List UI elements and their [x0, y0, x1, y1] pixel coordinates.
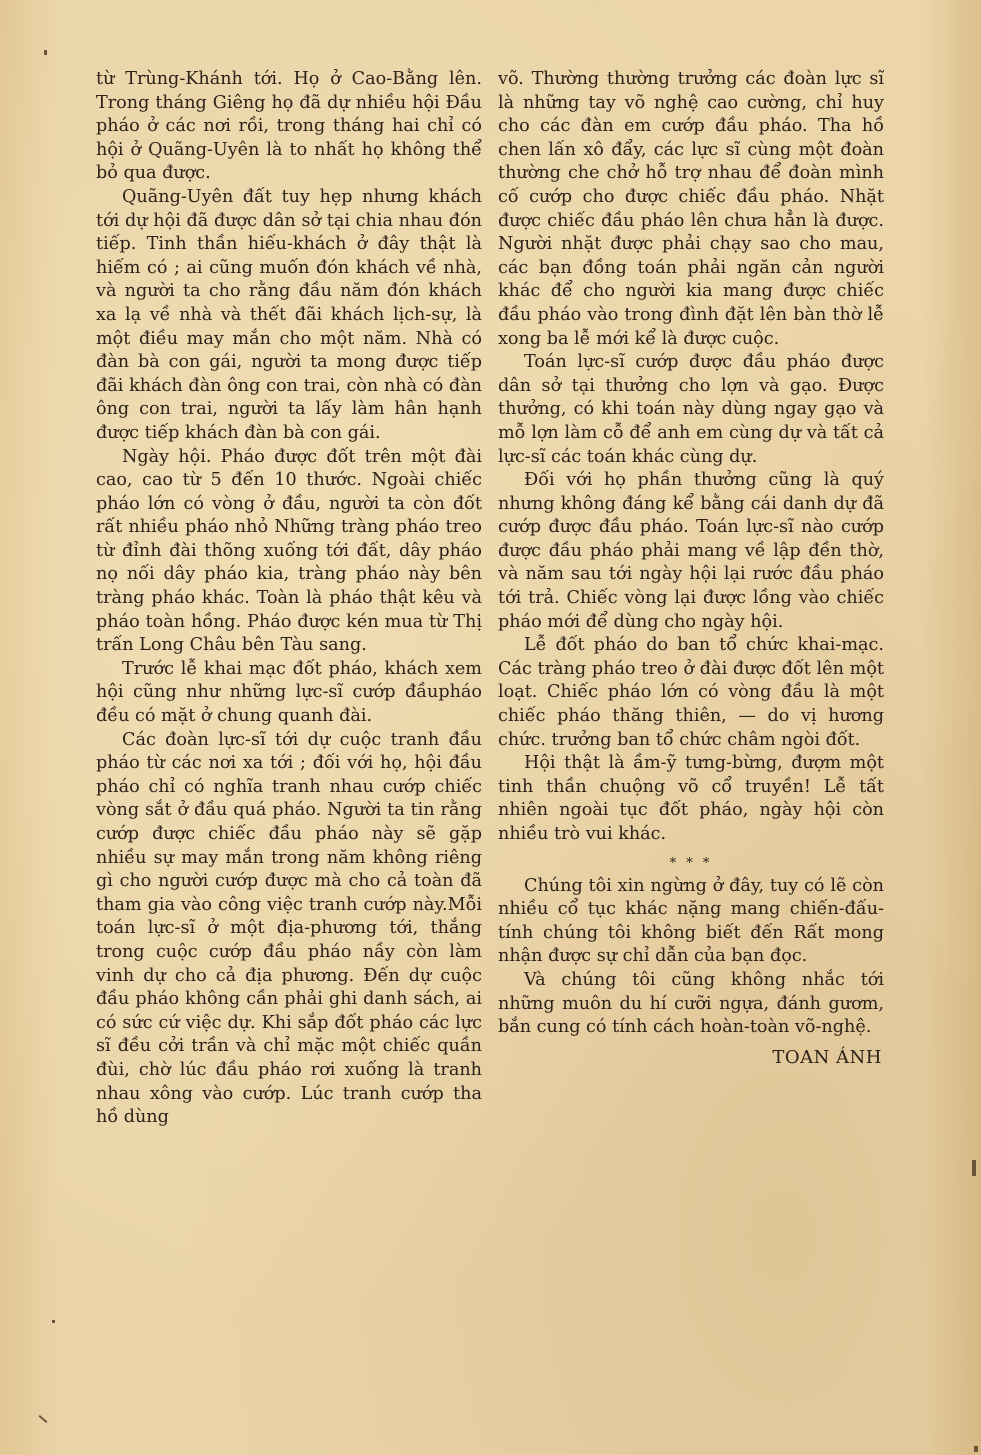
ink-speck: [972, 1160, 976, 1176]
author-signature: TOAN ÁNH: [772, 1046, 882, 1068]
ink-speck: [52, 1320, 55, 1323]
right-column: [498, 68, 884, 1069]
ink-speck: [44, 50, 47, 55]
paragraph: Hội thật là ầm-ỹ tưng-bừng, đượm một tinh thần chuộng võ cổ truyền! Lễ tất nhiên ngoài tục đốt pháo, ngày hội còn nhiều trò vui khác.: [498, 753, 884, 844]
paragraph: võ. Thường thường trưởng các đoàn lực sĩ là những tay võ nghệ cao cường, chỉ huy cho các đàn em cướp đầu pháo. Tha hồ chen lấn xô đẩy, các lực sĩ cùng một đoàn thường che chở hỗ trợ nhau để đoàn mình cố cướp cho được chiếc đầu pháo. Nhặt được chiếc đầu pháo lên chưa hẳn là được. Người nhặt được phải chạy sao cho mau, các bạn đồng toán phải ngăn cản người khác để cho người kia mang được chiếc đầu pháo vào trong đình đặt lên bàn thờ lễ xong ba lễ mới kể là được cuộc.: [498, 69, 884, 349]
paragraph: Ngày hội. Pháo được đốt trên một đài cao, cao từ 5 đến 10 thước. Ngoài chiếc pháo lớn có vòng ở đầu, người ta còn đốt rất nhiều pháo nhỏ Những tràng pháo treo từ đỉnh đài thõng xuống tới đất, dây pháo nọ nối dây pháo kia, tràng pháo này bên tràng pháo khác. Toàn là pháo thật kêu và pháo toàn hồng. Pháo được kén mua từ Thị trấn Long Châu bên Tàu sang.: [96, 446, 482, 656]
paragraph: Quãng-Uyên đất tuy hẹp nhưng khách tới dự hội đã được dân sở tại chia nhau đón tiếp. Tinh thần hiếu-khách ở đây thật là hiếm có ; ai cũng muốn đón khách về nhà, và người ta cho rằng đầu năm đón khách xa lạ về nhà và thết đãi khách lịch-sự, là một điều may mắn cho một năm. Nhà có đàn bà con gái, người ta mong được tiếp đãi khách đàn ông con trai, còn nhà có đàn ông con trai, người ta lấy làm hân hạnh được tiếp khách đàn bà con gái.: [96, 186, 482, 443]
ink-speck: [39, 1415, 48, 1423]
left-column: [96, 68, 482, 1130]
paragraph: Và chúng tôi cũng không nhắc tới những muôn du hí cưỡi ngựa, đánh gươm, bắn cung có tính cách hoàn-toàn võ-nghệ.: [498, 969, 884, 1038]
paragraph: Trước lễ khai mạc đốt pháo, khách xem hội cũng như những lực-sĩ cướp đầupháo đều có mặt ở chung quanh đài.: [96, 658, 482, 727]
paragraph: Đối với họ phần thưởng cũng là quý nhưng không đáng kể bằng cái danh dự đã cướp được đầu pháo. Toán lực-sĩ nào cướp được đầu pháo phải mang về lập đền thờ, và năm sau tới ngày hội lại rước đầu pháo tới trả. Chiếc vòng lại được lồng vào chiếc pháo mới để dùng cho ngày hội.: [498, 470, 884, 632]
paragraph: Các đoàn lực-sĩ tới dự cuộc tranh đầu pháo từ các nơi xa tới ; đối với họ, hội đầu pháo chỉ có nghĩa tranh nhau cướp chiếc vòng sắt ở đầu quá pháo. Người ta tin rằng cướp được chiếc đầu pháo này sẽ gặp nhiều sự may mắn trong năm không riêng gì cho người cướp được mà cho cả toàn đã tham gia vào công việc tranh cướp này.Mỗi toán lực-sĩ ở một địa-phương tới, thắng trong cuộc cướp đầu pháo nầy còn làm vinh dự cho cả địa phương. Đến dự cuộc đầu pháo không cần phải ghi danh sách, ai có sức cứ việc dự. Khi sắp đốt pháo các lực sĩ đều cởi trần và chỉ mặc một chiếc quần đùi, chờ lúc đầu pháo rơi xuống là tranh nhau xông vào cướp. Lúc tranh cướp tha hồ dùng: [96, 729, 482, 1128]
paragraph: từ Trùng-Khánh tới. Họ ở Cao-Bằng lên. Trong tháng Giêng họ đã dự nhiều hội Đầu pháo ở các nơi rồi, trong tháng hai chỉ có hội ở Quãng-Uyên là to nhất họ không thể bỏ qua được.: [96, 69, 482, 184]
ink-speck: [974, 1446, 978, 1452]
paragraph: Lễ đốt pháo do ban tổ chức khai-mạc. Các tràng pháo treo ở đài được đốt lên một loạt. Chiếc pháo lớn có vòng đầu là một chiếc pháo thăng thiên, — do vị hương chức. trưởng ban tổ chức châm ngòi đốt.: [498, 635, 884, 750]
section-separator: * * *: [669, 855, 713, 871]
paragraph: Chúng tôi xin ngừng ở đây, tuy có lẽ còn nhiều cổ tục khác nặng mang chiến-đấu-tính chúng tôi không biết đến Rất mong nhận được sự chỉ dẫn của bạn đọc.: [498, 875, 884, 967]
paragraph: Toán lực-sĩ cướp được đầu pháo được dân sở tại thưởng cho lợn và gạo. Được thưởng, có khi toán này dùng ngay gạo và mỗ lợn làm cỗ để anh em cùng dự và tất cả lực-sĩ các toán khác cùng dự.: [498, 352, 884, 467]
